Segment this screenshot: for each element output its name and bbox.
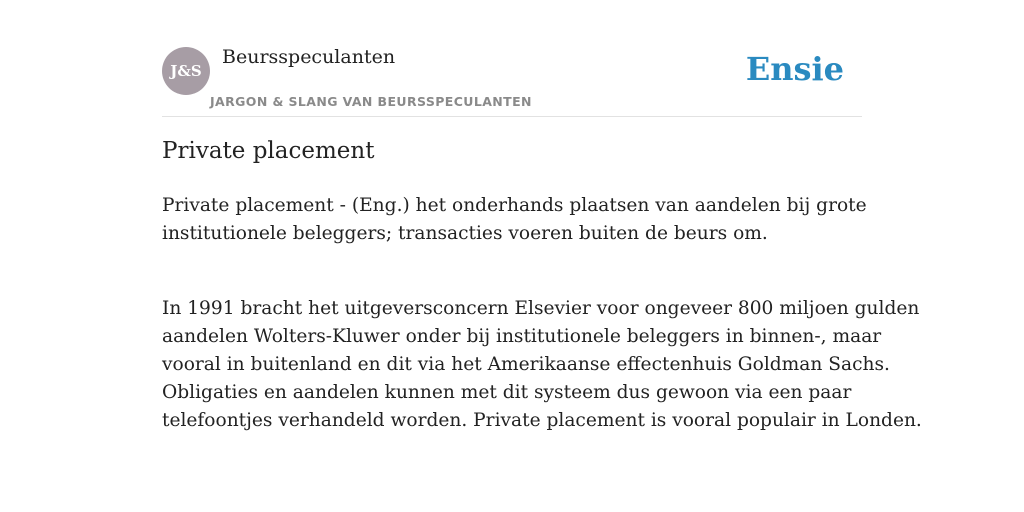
header <box>162 40 862 117</box>
example-line: Obligaties en aandelen kunnen met dit systeem dus gewoon via een paar <box>162 382 852 403</box>
example-line: In 1991 bracht het uitgeversconcern Elsevier voor ongeveer 800 miljoen gulden <box>162 298 920 319</box>
example-line: telefoontjes verhandeld worden. Private placement is vooral populair in Londen. <box>162 410 922 431</box>
definition-text <box>162 192 867 248</box>
ensie-logo-link[interactable]: Ensie <box>745 50 844 88</box>
author-name-link[interactable]: Beursspeculanten <box>222 46 396 68</box>
example-line: vooral in buitenland en dit via het Amerikaanse effectenhuis Goldman Sachs. <box>162 354 890 375</box>
author-subtitle: JARGON & SLANG VAN BEURSSPECULANTEN <box>210 94 532 109</box>
author-avatar[interactable]: J&S <box>162 47 210 95</box>
term-title: Private placement <box>162 138 375 164</box>
example-text <box>162 295 922 435</box>
example-line: aandelen Wolters-Kluwer onder bij institutionele beleggers in binnen-, maar <box>162 326 882 347</box>
definition-line: institutionele beleggers; transacties voeren buiten de beurs om. <box>162 223 768 244</box>
definition-line: Private placement - (Eng.) het onderhands plaatsen van aandelen bij grote <box>162 195 867 216</box>
